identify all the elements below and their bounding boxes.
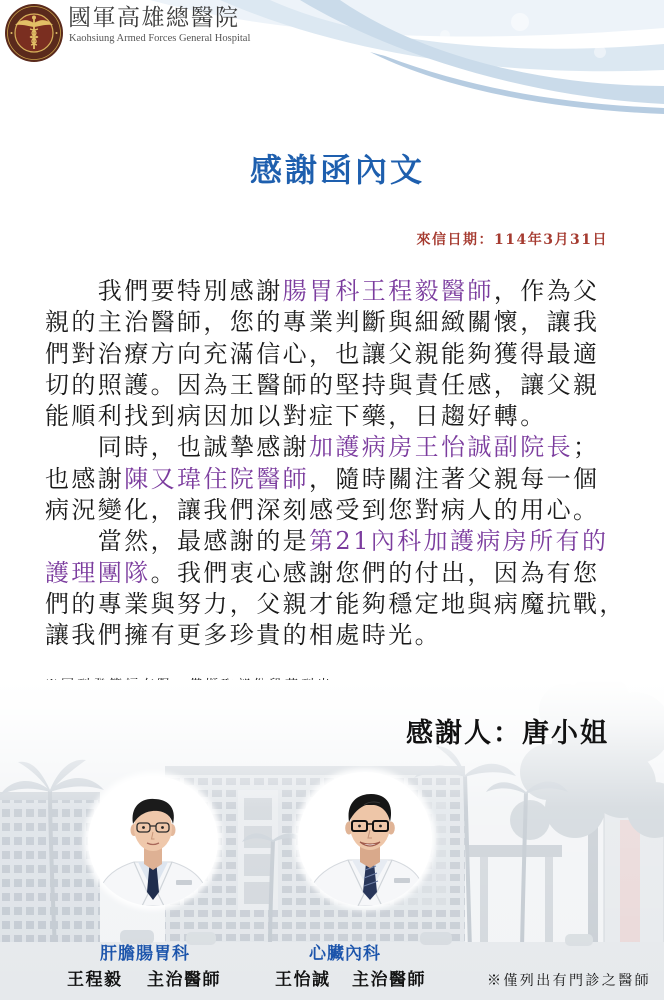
body-text: ，作為父 bbox=[493, 277, 600, 305]
body-text: 同時，也誠摯感謝 bbox=[97, 433, 309, 462]
doctor-department: 肝膽腸胃科 bbox=[100, 944, 190, 964]
body-text: 病況變化，讓我們深刻感受到您對病人的用心。 bbox=[45, 496, 600, 525]
body-line bbox=[45, 276, 626, 307]
hospital-name-en: Kaohsiung Armed Forces General Hospital bbox=[69, 33, 251, 44]
highlighted-name: 加護病房王怡誠副院長 bbox=[309, 433, 573, 462]
body-line bbox=[45, 495, 626, 526]
letter-date: 來信日期：114年3月31日 bbox=[416, 232, 608, 248]
page-title: 感謝函內文 bbox=[250, 151, 426, 189]
body-text: ，隨時關注著父親每一個 bbox=[309, 464, 600, 493]
body-text: 我們要特別感謝 bbox=[97, 277, 283, 305]
highlighted-name: 第21內科加護病房所有的 bbox=[309, 527, 609, 556]
body-line bbox=[45, 370, 626, 401]
hospital-logo-icon bbox=[4, 3, 64, 63]
doctor-title: 主治醫師 bbox=[352, 970, 426, 990]
body-line bbox=[45, 307, 626, 338]
body-text: 能順利找到病因加以對症下藥，日趨好轉。 bbox=[45, 402, 547, 431]
doctor-title: 主治醫師 bbox=[147, 970, 221, 990]
highlighted-name: 護理團隊 bbox=[45, 558, 151, 587]
body-text: 們對治療方向充滿信心，也讓父親能夠獲得最適 bbox=[45, 339, 600, 368]
doctor-photo bbox=[88, 776, 218, 906]
body-line bbox=[45, 589, 626, 620]
body-line bbox=[45, 558, 626, 589]
body-text: 切的照護。因為王醫師的堅持與責任感，讓父親 bbox=[45, 370, 600, 399]
body-text: 也感謝 bbox=[45, 464, 125, 493]
body-text: 。我們衷心感謝您們的付出，因為有您 bbox=[150, 558, 600, 587]
body-line bbox=[45, 339, 626, 370]
body-text: 們的專業與努力，父親才能夠穩定地與病魔抗戰， bbox=[45, 589, 626, 618]
doctor-name: 王程毅 bbox=[67, 970, 123, 990]
hospital-name-zh: 國軍高雄總醫院 bbox=[68, 5, 240, 31]
doctor-department: 心臟內科 bbox=[309, 944, 381, 964]
footer-note: ※僅列出有門診之醫師 bbox=[487, 973, 651, 989]
body-text: 親的主治醫師，您的專業判斷與細緻關懷，讓我 bbox=[45, 308, 600, 337]
body-line bbox=[45, 464, 626, 495]
doctor-photo bbox=[298, 772, 432, 906]
body-text: 讓我們擁有更多珍貴的相處時光。 bbox=[45, 621, 441, 650]
highlighted-name: 腸胃科王程毅醫師 bbox=[282, 277, 494, 305]
letter-body bbox=[45, 276, 626, 652]
signature: 感謝人：唐小姐 bbox=[406, 718, 609, 749]
doctor-name: 王怡誠 bbox=[275, 970, 331, 990]
highlighted-name: 陳又瑋住院醫師 bbox=[124, 464, 310, 493]
body-text: ； bbox=[573, 433, 600, 462]
body-text: 當然，最感謝的是 bbox=[97, 527, 309, 556]
body-line bbox=[45, 620, 626, 651]
body-line bbox=[45, 401, 626, 432]
body-line bbox=[45, 432, 626, 463]
body-line bbox=[45, 526, 626, 557]
